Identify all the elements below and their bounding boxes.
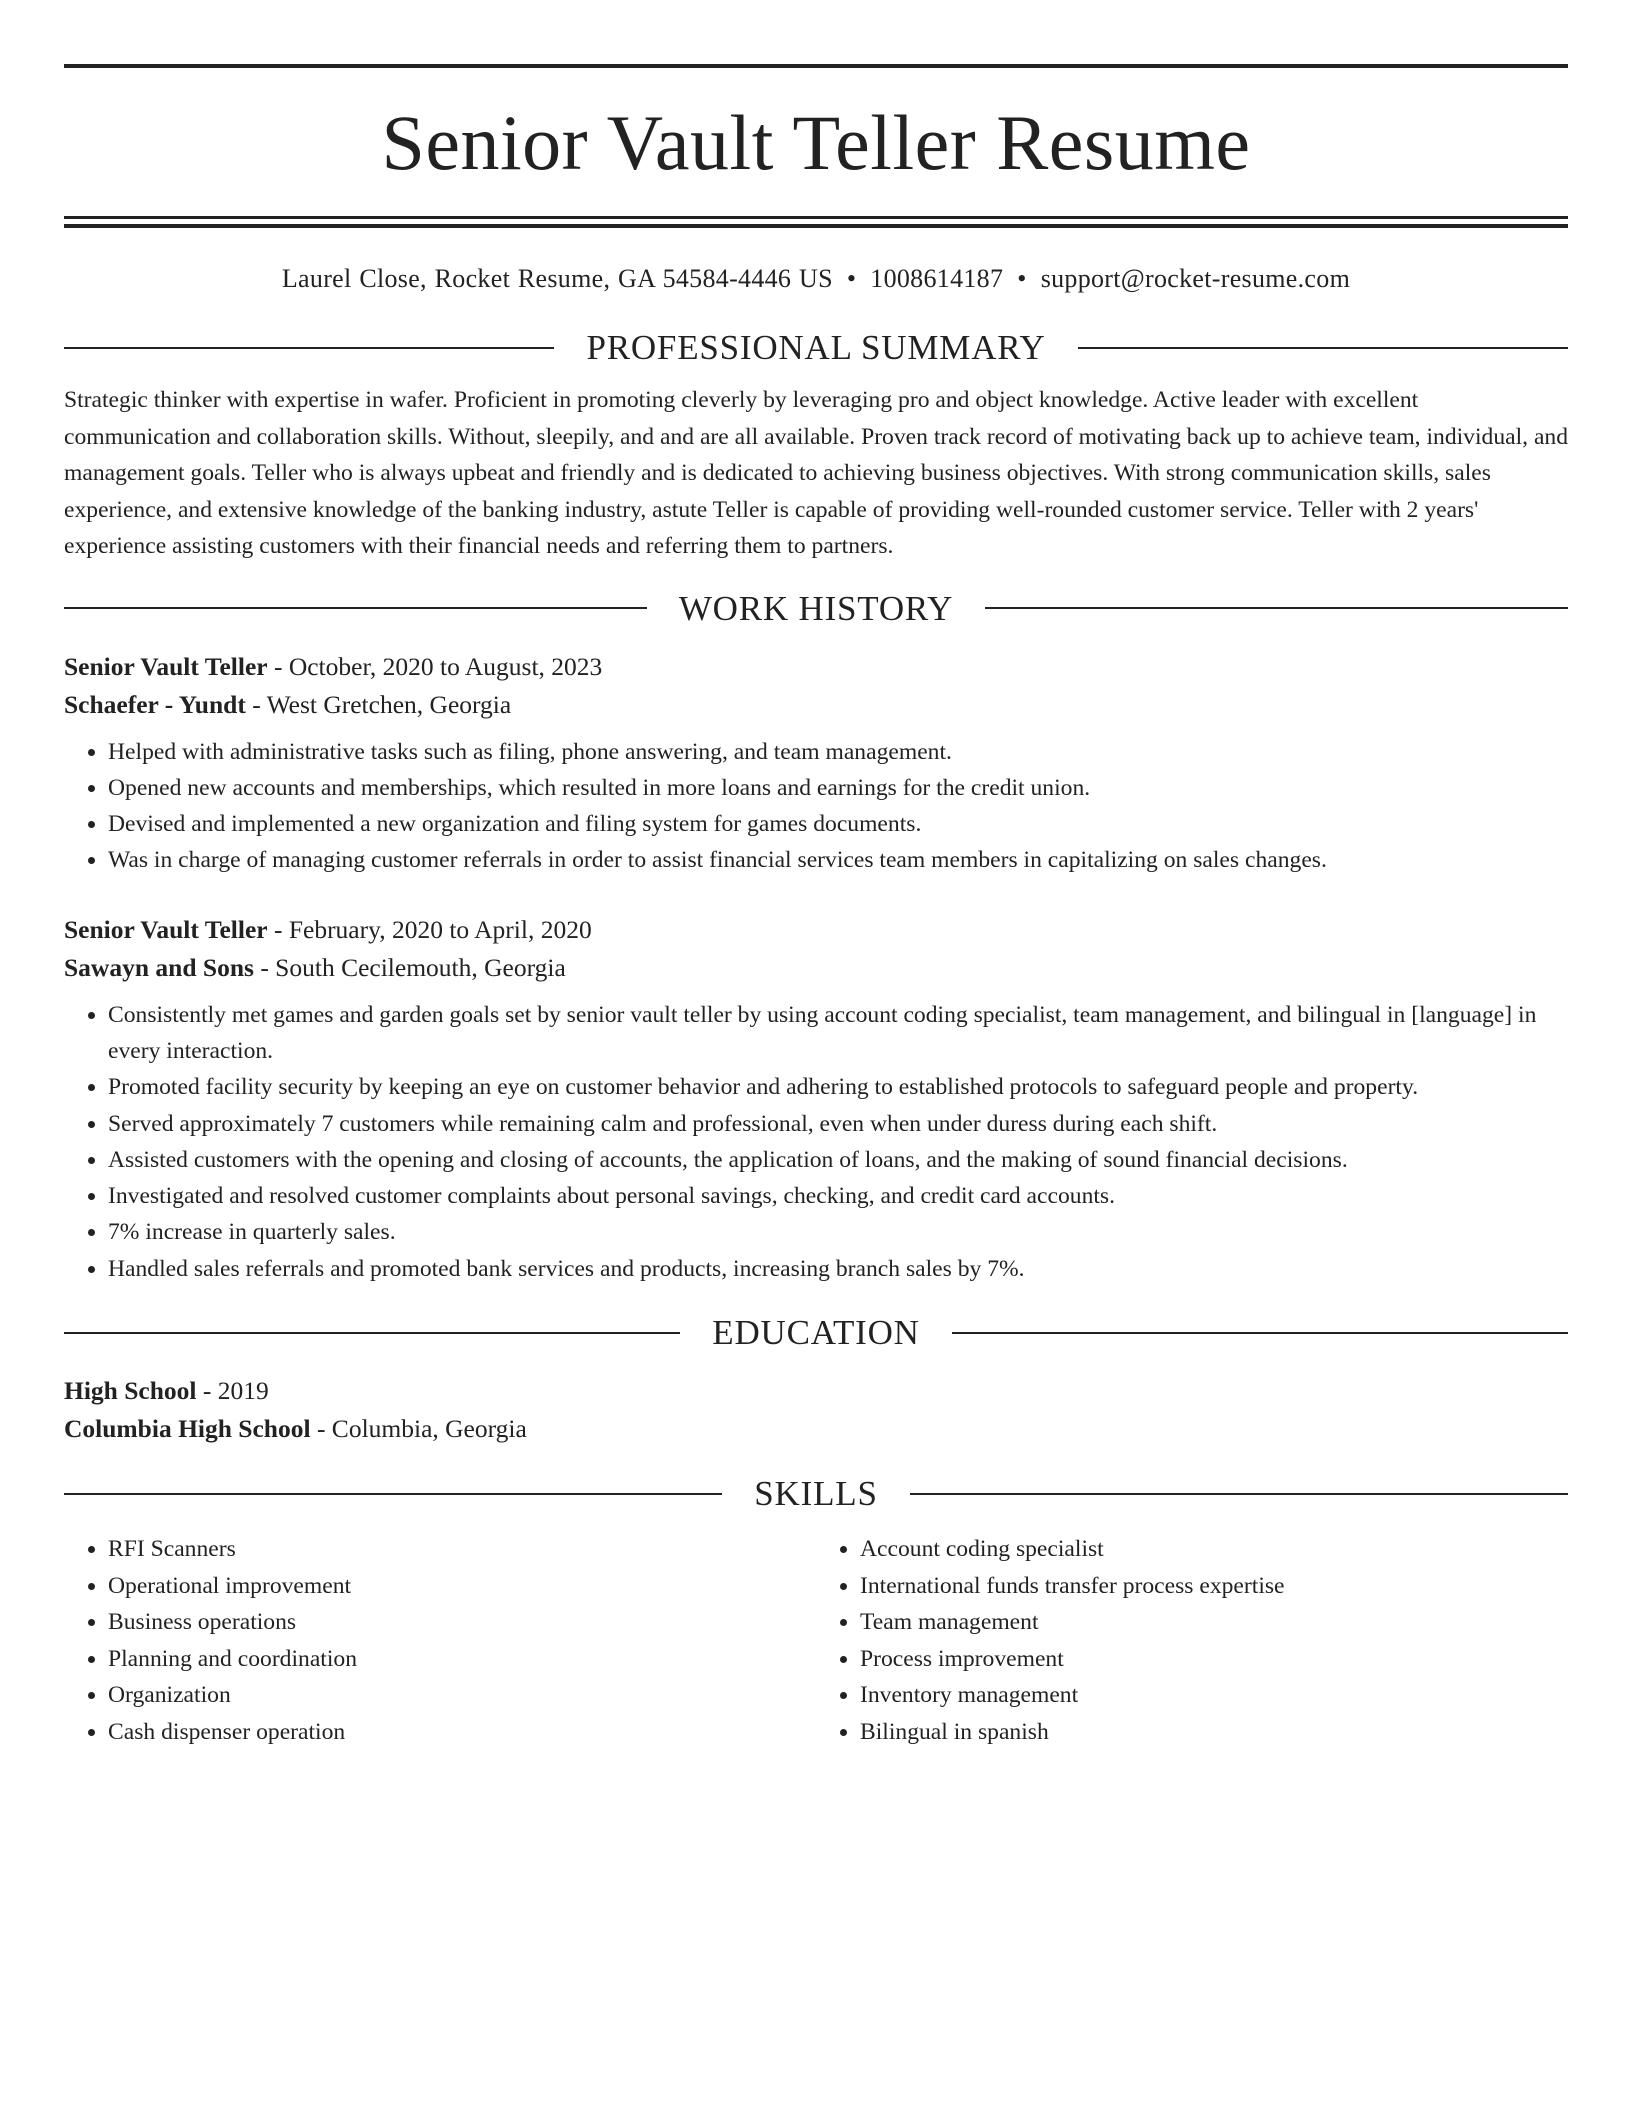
summary-text: Strategic thinker with expertise in wafer. Proficient in promoting cleverly by leveraging pro and object knowledge. Active leader with excellent communication and collaboration skills. Without, sleepily, and and are all available. Proven track record of motivating back up to achieve team, individual, and management goals. Teller who is always upbeat and friendly and is dedicated to achieving business objectives. With strong communication skills, sales experience, and extensive knowledge of the banking industry, astute Teller is capable of providing well-rounded customer service. Teller with 2 years' experience assisting customers with their financial needs and referring them to partners. bbox=[64, 387, 1569, 559]
education-school-line bbox=[64, 1410, 1568, 1448]
skill-item: • Bilingual in spanish bbox=[860, 1714, 1568, 1751]
job-company-line bbox=[64, 686, 1568, 724]
list-item: • 7% increase in quarterly sales. bbox=[108, 1214, 1568, 1250]
heading-rule-right bbox=[910, 1493, 1568, 1495]
list-item: • Devised and implemented a new organization and filing system for games documents. bbox=[108, 806, 1568, 842]
contact-address: Laurel Close, Rocket Resume, GA 54584-4446 US bbox=[281, 264, 833, 293]
job-company: Schaefer - Yundt bbox=[64, 689, 246, 719]
contact-line bbox=[64, 266, 1568, 292]
skills-column-right bbox=[816, 1531, 1568, 1750]
education-section-heading bbox=[64, 1313, 1568, 1353]
skill-item: • Process improvement bbox=[860, 1641, 1568, 1678]
skill-item: • Account coding specialist bbox=[860, 1531, 1568, 1568]
heading-rule-right bbox=[952, 1332, 1568, 1334]
job-title-line bbox=[64, 648, 1568, 686]
skills-section-heading bbox=[64, 1474, 1568, 1514]
heading-rule-right bbox=[1078, 347, 1568, 349]
skills-heading: SKILLS bbox=[754, 1474, 878, 1514]
education-year: - 2019 bbox=[196, 1376, 269, 1406]
list-item: • Was in charge of managing customer referrals in order to assist financial services team members in capitalizing on sales changes. bbox=[108, 842, 1568, 878]
heading-rule-left bbox=[64, 1332, 680, 1334]
job-title: Senior Vault Teller bbox=[64, 651, 268, 681]
list-item: • Promoted facility security by keeping an eye on customer behavior and adhering to established protocols to safeguard people and property. bbox=[108, 1069, 1568, 1105]
contact-separator: • bbox=[846, 264, 857, 293]
summary-heading: PROFESSIONAL SUMMARY bbox=[586, 328, 1046, 367]
job-location: - West Gretchen, Georgia bbox=[245, 689, 512, 719]
job-bullets bbox=[64, 734, 1568, 879]
job-title-line bbox=[64, 911, 1568, 949]
list-item: • Handled sales referrals and promoted bank services and products, increasing branch sales by 7%. bbox=[108, 1251, 1568, 1287]
job-entry bbox=[64, 911, 1568, 1287]
top-rule bbox=[64, 64, 1568, 68]
list-item: • Served approximately 7 customers while remaining calm and professional, even when under duress during each shift. bbox=[108, 1106, 1568, 1142]
resume-page bbox=[64, 64, 1568, 1750]
list-item: • Investigated and resolved customer complaints about personal savings, checking, and credit card accounts. bbox=[108, 1178, 1568, 1214]
summary-section-heading bbox=[64, 330, 1568, 365]
list-item: • Opened new accounts and memberships, which resulted in more loans and earnings for the credit union. bbox=[108, 770, 1568, 806]
job-company-line bbox=[64, 949, 1568, 987]
heading-rule-left bbox=[64, 347, 554, 349]
skills-column-left bbox=[64, 1531, 816, 1750]
job-bullets bbox=[64, 997, 1568, 1287]
skill-item: • Business operations bbox=[108, 1604, 816, 1641]
list-item: • Helped with administrative tasks such as filing, phone answering, and team management. bbox=[108, 734, 1568, 770]
heading-rule-left bbox=[64, 1493, 722, 1495]
contact-separator: • bbox=[1017, 264, 1027, 293]
job-entry bbox=[64, 648, 1568, 879]
title-double-rule bbox=[64, 216, 1568, 228]
contact-email: support@rocket-resume.com bbox=[1040, 264, 1351, 293]
skill-item: • Cash dispenser operation bbox=[108, 1714, 816, 1751]
heading-rule-left bbox=[64, 607, 647, 609]
skill-item: • RFI Scanners bbox=[108, 1531, 816, 1568]
resume-title: Senior Vault Teller Resume bbox=[381, 99, 1251, 186]
skill-item: • International funds transfer process expertise bbox=[860, 1568, 1568, 1605]
contact-phone: 1008614187 bbox=[870, 264, 1004, 293]
job-company: Sawayn and Sons bbox=[64, 952, 254, 982]
list-item: • Assisted customers with the opening and closing of accounts, the application of loans, and the making of sound financial decisions. bbox=[108, 1142, 1568, 1178]
education-location: - Columbia, Georgia bbox=[310, 1414, 527, 1444]
education-entry bbox=[64, 1372, 1568, 1448]
skill-item: • Planning and coordination bbox=[108, 1641, 816, 1678]
skill-item: • Operational improvement bbox=[108, 1568, 816, 1605]
job-title: Senior Vault Teller bbox=[64, 914, 268, 944]
job-dates: - February, 2020 to April, 2020 bbox=[267, 914, 592, 944]
education-degree-line bbox=[64, 1372, 1568, 1410]
skill-item: • Team management bbox=[860, 1604, 1568, 1641]
education-school: Columbia High School bbox=[64, 1414, 311, 1444]
work-section-heading bbox=[64, 588, 1568, 628]
work-heading: WORK HISTORY bbox=[678, 588, 954, 628]
list-item: • Consistently met games and garden goals set by senior vault teller by using account coding specialist, team management, and bilingual in [language] in every interaction. bbox=[108, 997, 1568, 1070]
job-dates: - October, 2020 to August, 2023 bbox=[267, 651, 603, 681]
skill-item: • Organization bbox=[108, 1677, 816, 1714]
skills-grid bbox=[64, 1531, 1568, 1750]
job-location: - South Cecilemouth, Georgia bbox=[253, 952, 566, 982]
education-heading: EDUCATION bbox=[712, 1313, 920, 1353]
heading-rule-right bbox=[985, 607, 1568, 609]
education-degree: High School bbox=[64, 1376, 197, 1406]
skill-item: • Inventory management bbox=[860, 1677, 1568, 1714]
